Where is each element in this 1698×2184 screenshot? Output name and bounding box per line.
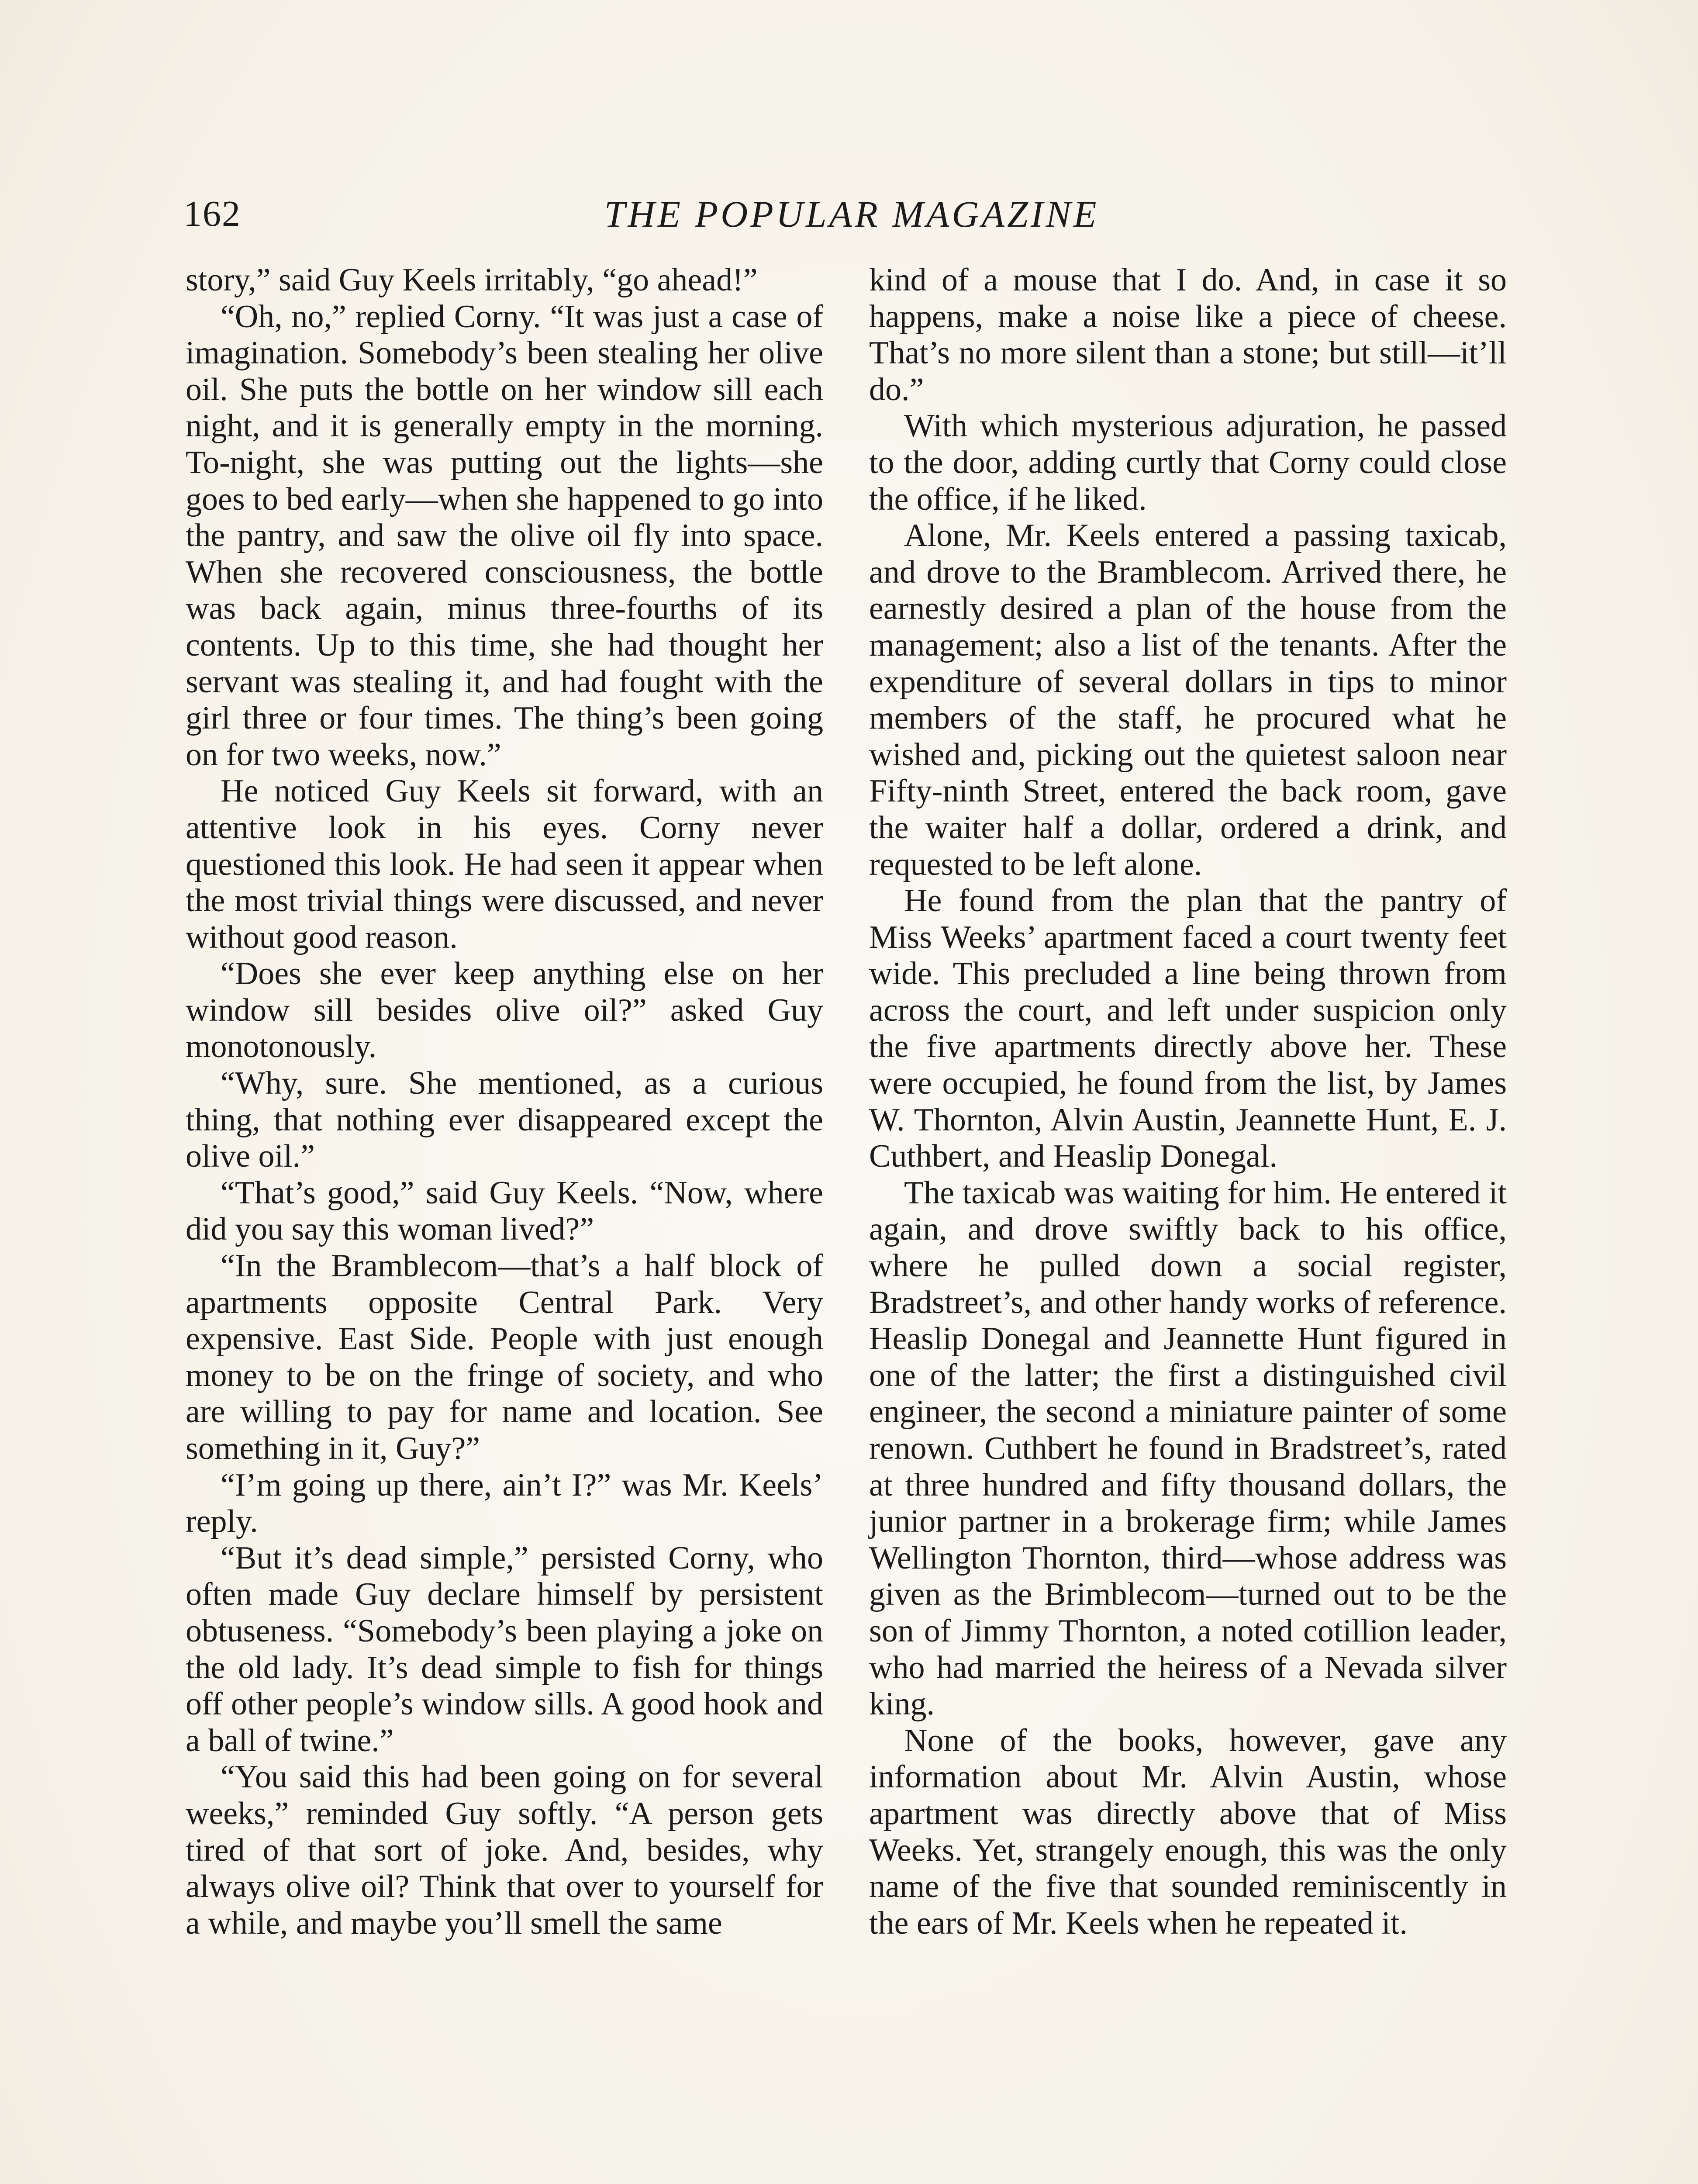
paragraph: “I’m going up there, ain’t I?” was Mr. Keels’ reply. [186, 1467, 823, 1540]
paragraph: With which mysterious adjuration, he passed to the door, adding curtly that Corny could close the office, if he liked. [869, 408, 1507, 517]
paragraph: kind of a mouse that I do. And, in case it so happens, make a noise like a piece of cheese. That’s no more silent than a stone; but still—it’ll do.” [869, 262, 1507, 408]
paragraph: story,” said Guy Keels irritably, “go ahead!” [186, 262, 758, 298]
paragraph: “That’s good,” said Guy Keels. “Now, where did you say this woman lived?” [186, 1175, 823, 1248]
right-column [869, 262, 1507, 1942]
left-column [186, 262, 823, 1942]
paragraph: “You said this had been going on for several weeks,” reminded Guy softly. “A person gets tired of that sort of joke. And, besides, why always olive oil? Think that over to yourself for a while, and maybe you’ll smell the same [186, 1759, 823, 1941]
paragraph: “In the Bramblecom—that’s a half block of apartments opposite Central Park. Very expensive. East Side. People with just enough money to be on the fringe of society, and who are willing to pay for name and location. See something in it, Guy?” [186, 1248, 823, 1466]
paragraph: “Oh, no,” replied Corny. “It was just a case of imagination. Somebody’s been stealing her olive oil. She puts the bottle on her window sill each night, and it is generally empty in the morning. To-night, she was putting out the lights—she goes to bed early—when she happened to go into the pantry, and saw the olive oil fly into space. When she recovered consciousness, the bottle was back again, minus three-fourths of its contents. Up to this time, she had thought her servant was stealing it, and had fought with the girl three or four times. The thing’s been going on for two weeks, now.” [186, 298, 823, 773]
paragraph: He noticed Guy Keels sit forward, with an attentive look in his eyes. Corny never questioned this look. He had seen it appear when the most trivial things were discussed, and never without good reason. [186, 773, 823, 955]
paragraph: He found from the plan that the pantry of Miss Weeks’ apartment faced a court twenty feet wide. This precluded a line being thrown from across the court, and left under suspicion only the five apartments directly above her. These were occupied, he found from the list, by James W. Thornton, Alvin Austin, Jeannette Hunt, E. J. Cuthbert, and Heaslip Donegal. [869, 883, 1507, 1175]
paragraph: “But it’s dead simple,” persisted Corny, who often made Guy declare himself by persistent obtuseness. “Somebody’s been playing a joke on the old lady. It’s dead simple to fish for things off other people’s window sills. A good hook and a ball of twine.” [186, 1540, 823, 1759]
paragraph: The taxicab was waiting for him. He entered it again, and drove swiftly back to his office, where he pulled down a social register, Bradstreet’s, and other handy works of reference. Heaslip Donegal and Jeannette Hunt figured in one of the latter; the first a distinguished civil engineer, the second a miniature painter of some renown. Cuthbert he found in Bradstreet’s, rated at three hundred and fifty thousand dollars, the junior partner in a brokerage firm; while James Wellington Thornton, third—whose address was given as the Brimblecom—turned out to be the son of Jimmy Thornton, a noted cotillion leader, who had married the heiress of a Nevada silver king. [869, 1175, 1507, 1722]
running-title: THE POPULAR MAGAZINE [604, 193, 1099, 235]
paragraph: “Does she ever keep anything else on her window sill besides olive oil?” asked Guy monotonously. [186, 956, 823, 1065]
page-number: 162 [183, 194, 241, 234]
paragraph: None of the books, however, gave any information about Mr. Alvin Austin, whose apartment was directly above that of Miss Weeks. Yet, strangely enough, this was the only name of the five that sounded reminiscently in the ears of Mr. Keels when he repeated it. [869, 1722, 1507, 1941]
paragraph: Alone, Mr. Keels entered a passing taxicab, and drove to the Bramblecom. Arrived there, he earnestly desired a plan of the house from the management; also a list of the tenants. After the expenditure of several dollars in tips to minor members of the staff, he procured what he wished and, picking out the quietest saloon near Fifty-ninth Street, entered the back room, gave the waiter half a dollar, ordered a drink, and requested to be left alone. [869, 518, 1507, 882]
paragraph: “Why, sure. She mentioned, as a curious thing, that nothing ever disappeared except the olive oil.” [186, 1065, 823, 1175]
page-header [183, 188, 1520, 240]
